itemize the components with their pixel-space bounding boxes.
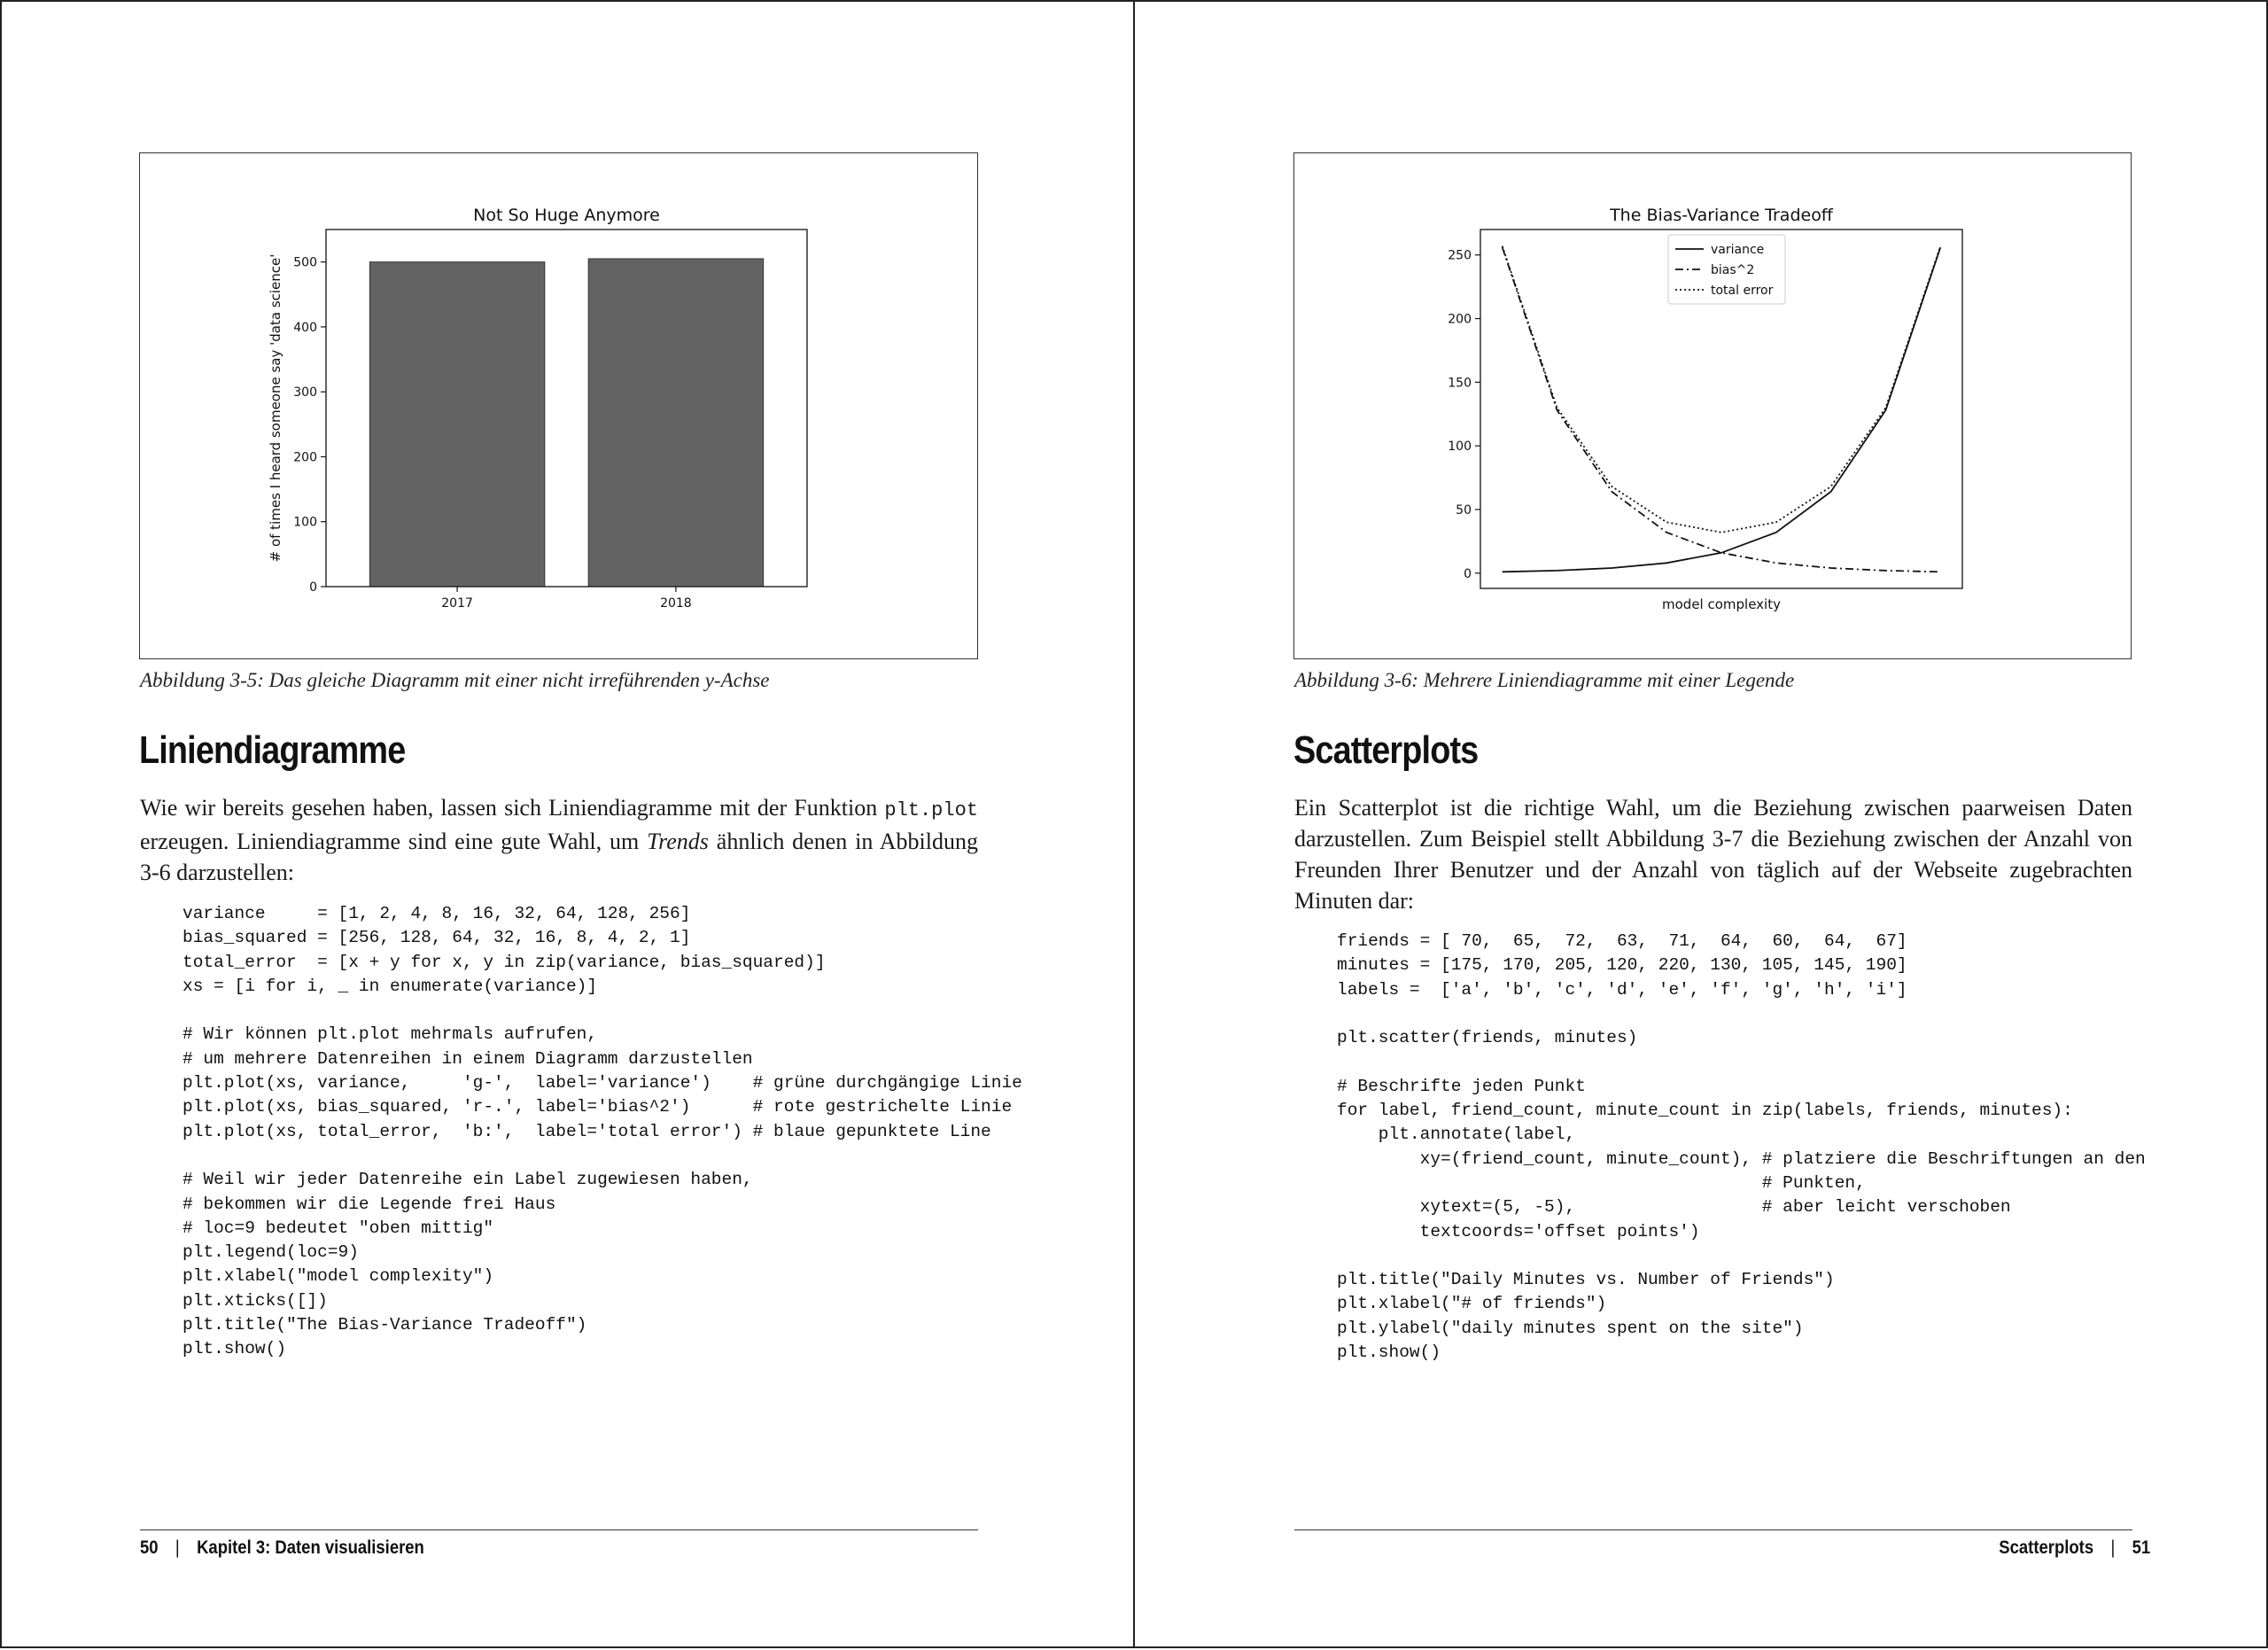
y-tick-label: 0 bbox=[1464, 566, 1472, 581]
y-tick-label: 250 bbox=[1448, 248, 1472, 263]
code-line: labels = ['a', 'b', 'c', 'd', 'e', 'f', 'g', 'h', 'i'] bbox=[1337, 979, 1907, 1000]
code-line: xy=(friend_count, minute_count), # platziere die Beschriftungen an den bbox=[1337, 1148, 2146, 1169]
y-tick-label: 200 bbox=[1448, 312, 1472, 327]
code-line: textcoords='offset points') bbox=[1337, 1221, 1700, 1241]
chart-title: The Bias-Variance Tradeoff bbox=[1610, 206, 1833, 225]
code-line: plt.show() bbox=[183, 1339, 287, 1359]
emphasis-text: Trends bbox=[647, 829, 709, 854]
code-line: plt.plot(xs, total_error, 'b:', label='total error') # blaue gepunktete Line bbox=[183, 1121, 991, 1141]
x-axis-ticks bbox=[441, 587, 691, 611]
page-footer bbox=[1999, 1537, 2150, 1559]
paragraph-text: Wie wir bereits gesehen haben, lassen sich Liniendiagramme mit der Funktion bbox=[140, 795, 885, 821]
y-tick-label: 500 bbox=[293, 255, 317, 270]
legend bbox=[1668, 235, 1785, 304]
code-line: # um mehrere Datenreihen in einem Diagramm darzustellen bbox=[183, 1048, 753, 1069]
code-line: minutes = [175, 170, 205, 120, 220, 130, 105, 145, 190] bbox=[1337, 955, 1907, 976]
code-line: plt.legend(loc=9) bbox=[183, 1242, 359, 1263]
line-chart bbox=[1294, 153, 2132, 660]
bar-chart bbox=[140, 153, 979, 660]
code-line bbox=[183, 999, 1022, 1023]
code-line: # Beschrifte jeden Punkt bbox=[1337, 1076, 1586, 1096]
code-line: bias_squared = [256, 128, 64, 32, 16, 8, 4, 2, 1] bbox=[183, 928, 691, 948]
code-block bbox=[1337, 930, 2146, 1365]
code-line: # Weil wir jeder Datenreihe ein Label zugewiesen haben, bbox=[183, 1170, 753, 1190]
code-line: plt.annotate(label, bbox=[1337, 1125, 1576, 1145]
code-line: plt.xlabel("# of friends") bbox=[1337, 1294, 1607, 1314]
paragraph-text: erzeugen. Liniendiagramme sind eine gute Wahl, um bbox=[140, 829, 648, 854]
inline-code: plt.plot bbox=[884, 799, 978, 821]
chart-title: Not So Huge Anymore bbox=[473, 206, 660, 225]
x-tick-label: 2018 bbox=[660, 596, 692, 611]
footer-rule bbox=[140, 1529, 978, 1530]
page-number: 50 bbox=[140, 1537, 159, 1558]
y-tick-label: 0 bbox=[309, 580, 317, 595]
code-line: plt.show() bbox=[1337, 1343, 1441, 1363]
y-axis-ticks bbox=[293, 256, 326, 595]
y-axis-label: # of times I heard someone say 'data science' bbox=[268, 253, 284, 563]
legend-label: bias^2 bbox=[1711, 263, 1755, 277]
x-axis-label: model complexity bbox=[1662, 596, 1781, 612]
paragraph-text: ähnlich denen in Abbildung 3-6 darzustellen: bbox=[140, 829, 978, 885]
code-line: plt.title("The Bias-Variance Tradeoff") bbox=[183, 1315, 587, 1335]
footer-separator: | bbox=[2110, 1537, 2116, 1558]
legend-label: total error bbox=[1711, 284, 1774, 298]
figure-line-chart bbox=[1293, 152, 2132, 659]
code-line: total_error = [x + y for x, y in zip(variance, bias_squared)] bbox=[183, 952, 826, 972]
code-line: variance = [1, 2, 4, 8, 16, 32, 64, 128, 256] bbox=[183, 904, 691, 923]
bar bbox=[369, 262, 544, 587]
page-footer bbox=[140, 1537, 424, 1559]
code-line: # loc=9 bedeutet "oben mittig" bbox=[183, 1218, 494, 1238]
intro-paragraph: Ein Scatterplot ist die richtige Wahl, um die Beziehung zwischen paarweisen Daten darzustellen. Zum Beispiel stellt Abbildung 3-7 die Beziehung zwischen der Anzahl von Freunden Ihrer Benutzer und der Anzahl von täglich auf der Webseite zugebrachten Minuten dar: bbox=[1294, 795, 2132, 914]
y-tick-label: 400 bbox=[293, 320, 317, 335]
footer-rule bbox=[1294, 1529, 2132, 1530]
page-number: 51 bbox=[2132, 1537, 2150, 1558]
y-tick-label: 100 bbox=[1448, 440, 1472, 455]
bars bbox=[369, 259, 763, 587]
code-line: plt.ylabel("daily minutes spent on the site") bbox=[1337, 1318, 1804, 1338]
bar bbox=[588, 259, 763, 587]
section-heading: Liniendiagramme bbox=[139, 728, 406, 772]
figure-bar-chart bbox=[139, 152, 978, 659]
code-line: # bekommen wir die Legende frei Haus bbox=[183, 1194, 556, 1214]
legend-label: variance bbox=[1711, 243, 1765, 257]
code-line bbox=[183, 1144, 1022, 1168]
code-line: friends = [ 70, 65, 72, 63, 71, 64, 60, 64, 67] bbox=[1337, 931, 1907, 951]
figure-caption: Abbildung 3-6: Mehrere Liniendiagramme mit einer Legende bbox=[1294, 669, 1795, 691]
y-tick-label: 150 bbox=[1448, 376, 1472, 391]
code-line: for label, friend_count, minute_count in zip(labels, friends, minutes): bbox=[1337, 1101, 2073, 1121]
code-line: plt.xlabel("model complexity") bbox=[183, 1266, 494, 1287]
y-tick-label: 100 bbox=[293, 515, 317, 530]
code-line: plt.title("Daily Minutes vs. Number of Friends") bbox=[1337, 1270, 1835, 1290]
section-name: Scatterplots bbox=[1999, 1537, 2093, 1558]
y-tick-label: 50 bbox=[1456, 502, 1472, 518]
y-tick-label: 300 bbox=[293, 385, 317, 401]
x-tick-label: 2017 bbox=[441, 596, 473, 611]
code-line bbox=[1337, 1002, 2146, 1026]
code-line bbox=[1337, 1050, 2146, 1074]
figure-caption: Abbildung 3-5: Das gleiche Diagramm mit einer nicht irreführenden y-Achse bbox=[140, 669, 770, 691]
code-block bbox=[183, 902, 1022, 1362]
y-tick-label: 200 bbox=[293, 450, 317, 465]
left-page bbox=[0, 0, 1135, 1648]
intro-paragraph bbox=[140, 792, 978, 888]
code-line: # Wir können plt.plot mehrmals aufrufen, bbox=[183, 1024, 598, 1045]
y-axis-ticks bbox=[1448, 249, 1480, 581]
code-line: plt.plot(xs, variance, 'g-', label='variance') # grüne durchgängige Linie bbox=[183, 1073, 1022, 1094]
code-line: # Punkten, bbox=[1337, 1172, 1866, 1193]
code-line bbox=[1337, 1244, 2146, 1268]
code-line: plt.scatter(friends, minutes) bbox=[1337, 1028, 1638, 1048]
chapter-title: Kapitel 3: Daten visualisieren bbox=[197, 1537, 424, 1558]
code-line: plt.plot(xs, bias_squared, 'r-.', label='bias^2') # rote gestrichelte Linie bbox=[183, 1097, 1013, 1117]
code-line: xs = [i for i, _ in enumerate(variance)] bbox=[183, 976, 598, 996]
code-line: plt.xticks([]) bbox=[183, 1290, 328, 1311]
section-heading: Scatterplots bbox=[1293, 728, 1479, 772]
footer-separator: | bbox=[175, 1537, 180, 1558]
right-page bbox=[1133, 0, 2268, 1648]
code-line: xytext=(5, -5), # aber leicht verschoben bbox=[1337, 1197, 2011, 1218]
